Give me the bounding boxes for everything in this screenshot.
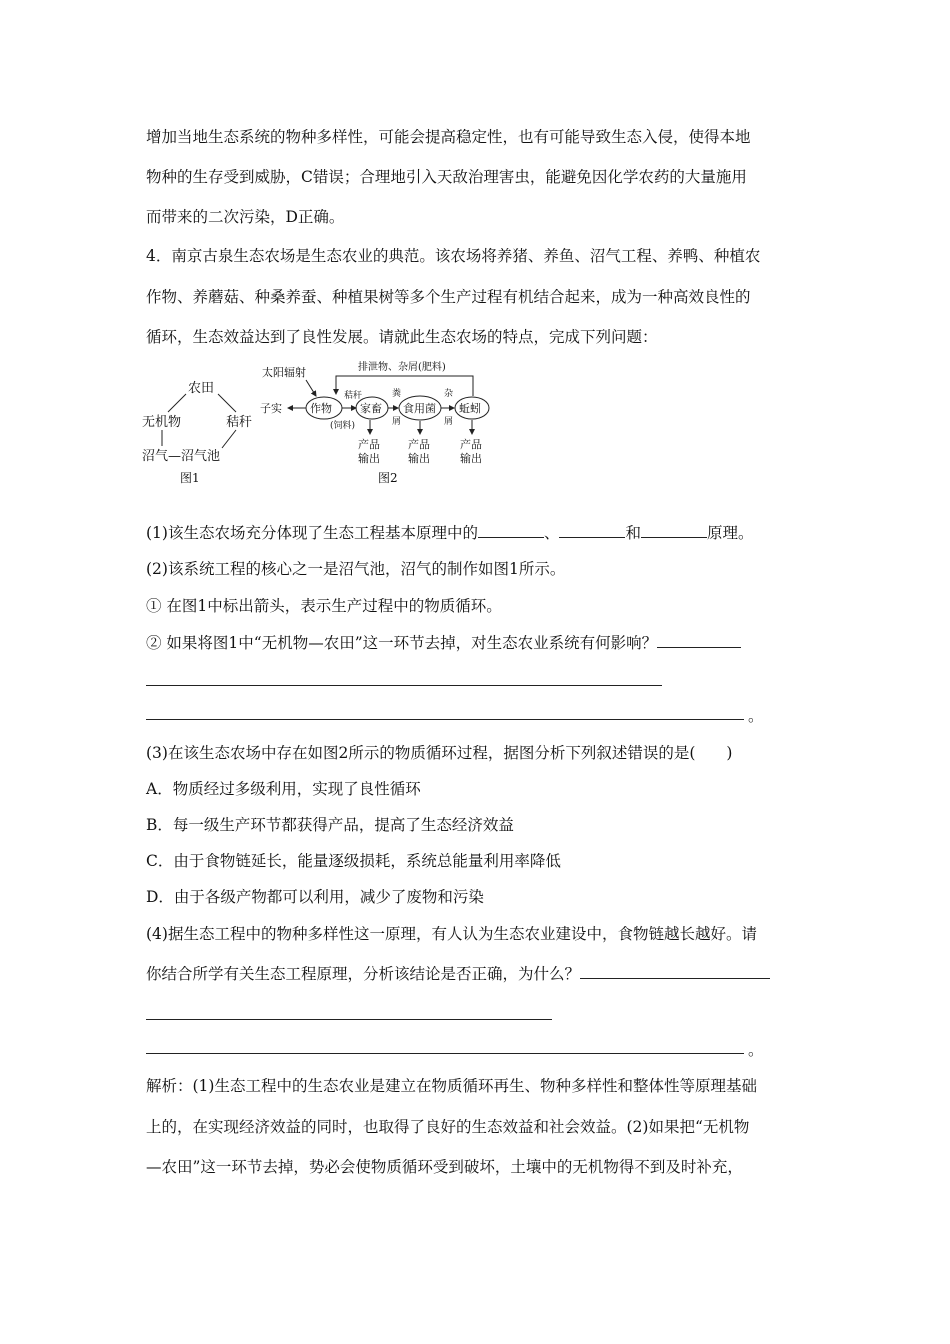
fig2-output: 产品	[358, 438, 380, 451]
fig1-node-biogas: 沼气—沼气池	[142, 449, 221, 464]
subquestion-4-line	[146, 964, 770, 984]
subquestion-3: (3)在该生态农场中存在如图2所示的物质循环过程，据图分析下列叙述错误的是( )	[146, 744, 733, 762]
paragraph-line: 增加当地生态系统的物种多样性，可能会提高稳定性，也有可能导致生态入侵，使得本地	[146, 128, 751, 146]
fig1-edge	[222, 430, 236, 448]
fig2-manure: 粪	[392, 389, 402, 399]
answer-blank[interactable]	[657, 633, 741, 648]
fig1-edge	[218, 394, 236, 412]
option-b: B．每一级生产环节都获得产品，提高了生态经济效益	[146, 816, 514, 834]
answer-line[interactable]	[146, 1019, 552, 1020]
answer-blank[interactable]	[478, 523, 544, 538]
answer-blank[interactable]	[559, 523, 625, 538]
fig1-edge	[168, 394, 186, 412]
question-stem-line: 循环，生态效益达到了良性发展。请就此生态农场的特点，完成下列问题：	[146, 328, 658, 346]
fig2-top-label: 排泄物、杂屑(肥料)	[358, 362, 446, 373]
fig2-straw: 秸秆	[344, 391, 363, 401]
answer-blank[interactable]	[641, 523, 707, 538]
q2-2-text: ② 如果将图1中“无机物—农田”这一环节去掉，对生态农业系统有何影响？	[146, 634, 658, 652]
answer-line[interactable]	[146, 719, 744, 720]
answer-end-mark: 。	[748, 1041, 764, 1059]
fig2-arrow	[306, 380, 316, 396]
fig2-earthworm: 蚯蚓	[459, 402, 481, 415]
fig1-node-straw: 秸秆	[226, 415, 253, 430]
fig2-output: 输出	[408, 452, 430, 465]
fig1-node-farmland: 农田	[188, 381, 215, 396]
subquestion-1	[146, 523, 754, 543]
paragraph-line: 而带来的二次污染，D正确。	[146, 208, 345, 226]
fig2-crop: 作物	[310, 402, 332, 415]
fig2-fungus: 食用菌	[403, 402, 436, 415]
analysis-line: 上的，在实现经济效益的同时，也取得了良好的生态效益和社会效益。(2)如果把“无机物	[146, 1118, 750, 1136]
question-stem-line: 作物、养蘑菇、种桑养蚕、种植果树等多个生产过程有机结合起来，成为一种高效良性的	[146, 288, 751, 306]
q4-text: 你结合所学有关生态工程原理，分析该结论是否正确，为什么？	[146, 965, 581, 983]
fig1-caption: 图1	[180, 471, 200, 485]
q1-sep: 和	[625, 524, 641, 542]
fig2-output: 输出	[460, 452, 482, 465]
q1-sep: 、	[543, 524, 560, 542]
option-d: D．由于各级产物都可以利用，减少了废物和污染	[146, 888, 484, 906]
fig2-debris2: 屑	[444, 417, 454, 427]
analysis-line: —农田”这一环节去掉，势必会使物质循环受到破坏，土壤中的无机物得不到及时补充，	[146, 1158, 743, 1176]
question-stem-line: 4．南京古泉生态农场是生态农业的典范。该农场将养猪、养鱼、沼气工程、养鸭、种植农	[146, 247, 761, 265]
fig2-output: 输出	[358, 452, 380, 465]
subquestion-2-2	[146, 633, 741, 653]
fig2-sun: 太阳辐射	[262, 366, 306, 379]
answer-end-mark: 。	[748, 707, 764, 725]
answer-line[interactable]	[146, 1053, 744, 1054]
fig2-debris: 杂	[444, 389, 454, 399]
q1-end: 原理。	[707, 524, 754, 542]
option-a: A．物质经过多级利用，实现了良性循环	[146, 780, 421, 798]
subquestion-2: (2)该系统工程的核心之一是沼气池，沼气的制作如图1所示。	[146, 560, 566, 578]
fig2-seed: 子实	[260, 402, 282, 415]
fig1-node-inorganic: 无机物	[142, 415, 182, 430]
subquestion-2-1: ① 在图1中标出箭头，表示生产过程中的物质循环。	[146, 597, 502, 615]
q1-text: (1)该生态农场充分体现了生态工程基本原理中的	[146, 524, 478, 542]
paragraph-line: 物种的生存受到威胁，C错误；合理地引入天敌治理害虫，能避免因化学农药的大量施用	[146, 168, 747, 186]
fig2-output: 产品	[460, 438, 482, 451]
fig2-livestock: 家畜	[360, 402, 382, 415]
fig2-feed: (饲料)	[330, 421, 356, 431]
analysis-line: 解析：(1)生态工程中的生态农业是建立在物质循环再生、物种多样性和整体性等原理基础	[146, 1077, 757, 1095]
answer-blank[interactable]	[580, 964, 770, 979]
figure-1-diagram	[140, 372, 260, 487]
fig2-output: 产品	[408, 438, 430, 451]
figure-2-diagram	[258, 358, 508, 488]
answer-line[interactable]	[146, 685, 662, 686]
subquestion-4-line: (4)据生态工程中的物种多样性这一原理，有人认为生态农业建设中，食物链越长越好。请	[146, 925, 757, 943]
option-c: C．由于食物链延长，能量逐级损耗，系统总能量利用率降低	[146, 852, 561, 870]
fig2-manure2: 屑	[392, 417, 402, 427]
fig2-caption: 图2	[378, 471, 398, 485]
